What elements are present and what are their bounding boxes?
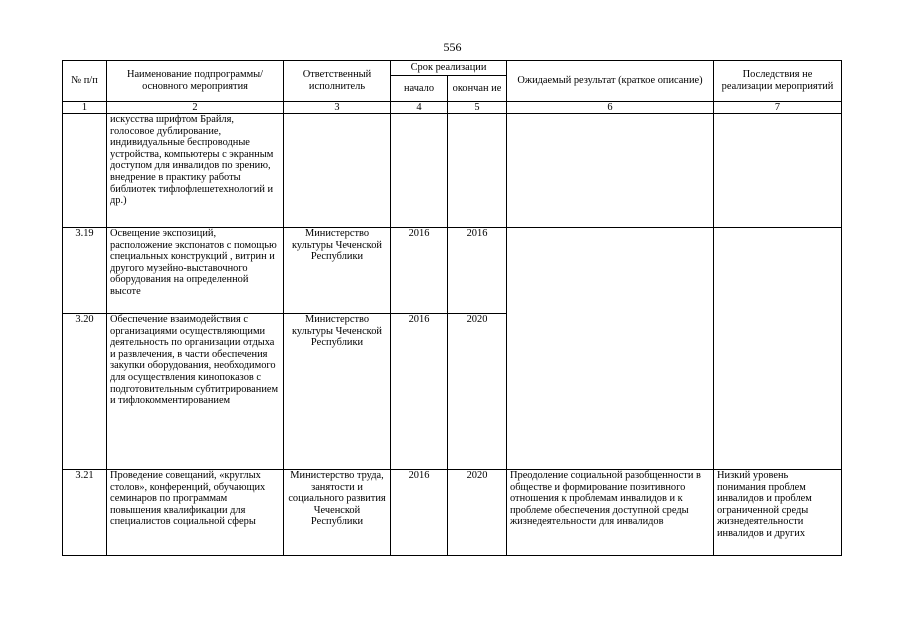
row-consequence: [714, 114, 842, 228]
row-name: Обеспечение взаимодействия с организациями осуществляющими деятельность по организации отдыха и развлечения, в части обеспечения закупки оборудования, необходимого для осуществления кинопоказов с подготовительным субтитрированием и тифлокомментированием: [107, 314, 284, 470]
table-row: [63, 114, 842, 228]
row-start: 2016: [391, 228, 448, 314]
header-num: № п/п: [63, 61, 107, 102]
column-number: 5: [448, 102, 507, 114]
row-start: 2016: [391, 314, 448, 470]
column-number: 3: [284, 102, 391, 114]
row-name: искусства шрифтом Брайля, голосовое дублирование, индивидуальные беспроводные устройства, компьютеры с экранным доступом для инвалидов по зрению, внедрение в практику работы библиотек тифлофлешетехнологий и др.): [107, 114, 284, 228]
column-number-row: [63, 102, 842, 114]
row-consequence-merged: [714, 228, 842, 470]
row-consequence: Низкий уровень понимания проблем инвалидов и проблем ограниченной среды жизнедеятельности инвалидов и других: [714, 470, 842, 556]
header-term: Срок реализации: [391, 61, 507, 76]
row-responsible: [284, 114, 391, 228]
header-result: Ожидаемый результат (краткое описание): [507, 61, 714, 102]
row-name: Освещение экспозиций, расположение экспонатов с помощью специальных конструкций , витрин и другого музейно-выставочного оборудования на определенной высоте: [107, 228, 284, 314]
table-row: [63, 470, 842, 556]
header-consequence: Последствия не реализации мероприятий: [714, 61, 842, 102]
row-num: [63, 114, 107, 228]
row-end: 2020: [448, 314, 507, 470]
column-number: 6: [507, 102, 714, 114]
row-result-merged: [507, 228, 714, 470]
row-end: 2016: [448, 228, 507, 314]
row-end: 2020: [448, 470, 507, 556]
row-responsible: Министерство культуры Чеченской Республики: [284, 314, 391, 470]
row-num: 3.19: [63, 228, 107, 314]
row-num: 3.20: [63, 314, 107, 470]
row-responsible: Министерство культуры Чеченской Республики: [284, 228, 391, 314]
row-responsible: Министерство труда, занятости и социального развития Чеченской Республики: [284, 470, 391, 556]
program-table: [62, 60, 842, 556]
table-row: [63, 228, 842, 314]
row-num: 3.21: [63, 470, 107, 556]
header-responsible: Ответственный исполнитель: [284, 61, 391, 102]
row-result: Преодоление социальной разобщенности в обществе и формирование позитивного отношения к проблемам инвалидов и к проблеме обеспечения доступной среды жизнедеятельности для инвалидов: [507, 470, 714, 556]
header-name: Наименование подпрограммы/ основного мероприятия: [107, 61, 284, 102]
column-number: 7: [714, 102, 842, 114]
row-name: Проведение совещаний, «круглых столов», конференций, обучающих семинаров по программам повышения квалификации для специалистов социальной сферы: [107, 470, 284, 556]
page-number: 556: [443, 40, 462, 54]
row-end: [448, 114, 507, 228]
header-end: окончан ие: [448, 76, 507, 102]
row-start: [391, 114, 448, 228]
header-start: начало: [391, 76, 448, 102]
column-number: 4: [391, 102, 448, 114]
row-start: 2016: [391, 470, 448, 556]
row-result: [507, 114, 714, 228]
column-number: 2: [107, 102, 284, 114]
column-number: 1: [63, 102, 107, 114]
